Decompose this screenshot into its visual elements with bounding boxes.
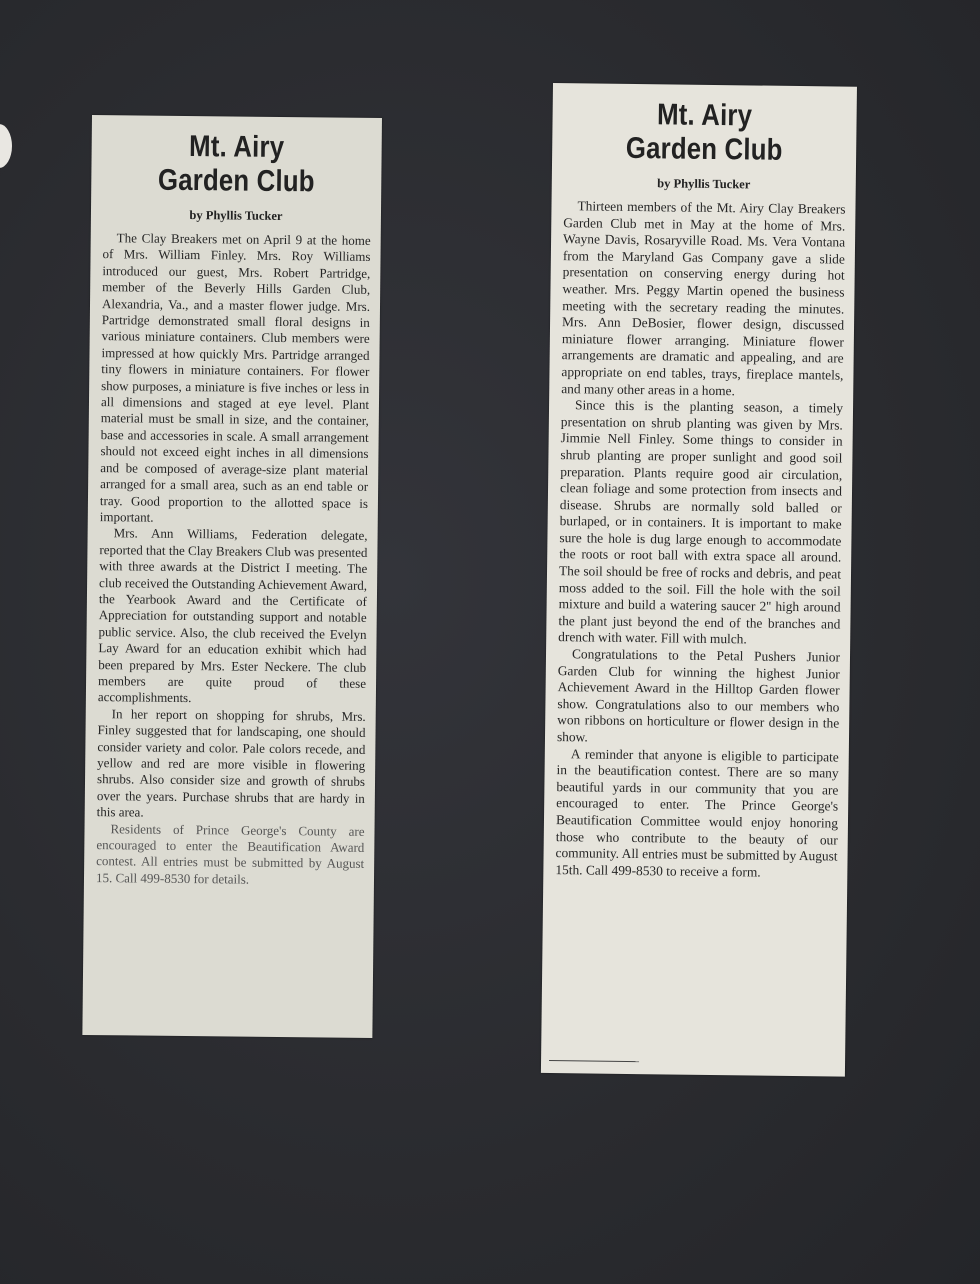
headline-line-2: Garden Club <box>157 163 315 199</box>
paragraph: Since this is the planting season, a timely presentation on shrub planting was given by Mrs. Jimmie Nell Finley. Some things to consider in shrub planting are proper sunlight and good soil preparation. Plants require good air circulation, clean foliage and some protection from insects and disease. Shrubs are normally sold balled or burlaped, or in containers. It is important to make sure the hole is dug large enough to accommodate the roots or root ball with extra space all around. The soil should be free of rocks and debris, and peat moss added to the soil. Fill the hole with the soil mixture and build a watering saucer 2'' high around the plant just beyond the end of the branches and drench with water. Fill with mulch. <box>558 397 844 647</box>
paragraph: A reminder that anyone is eligible to participate in the beautification contest. There are so many beautiful yards in our community that you are encouraged to enter. The Prince George's Beautification Committee would enjoy honoring those who contribute to the beauty of our community. All entries must be submitted by August 15th. Call 499-8530 to receive a form. <box>555 745 839 880</box>
newspaper-clipping-may <box>541 83 857 1077</box>
article-body <box>543 198 855 882</box>
paragraph: Residents of Prince George's County are encouraged to enter the Beautification Award contest. All entries must be submitted by August 15. Call 499-8530 for details. <box>95 820 365 887</box>
underline-mark <box>549 1060 639 1062</box>
paragraph: Thirteen members of the Mt. Airy Clay Breakers Garden Club met in May at the home of Mrs. Wayne Davis, Rosaryville Road. Ms. Vera Vontana from the Maryland Gas Company gave a slide presentation on conserving energy during hot weather. Mrs. Peggy Martin opened the business meeting with the secretary reading the minutes. Mrs. Ann DeBosier, flower design, discussed miniature flower arranging. Miniature flower arrangements are dramatic and appealing, and are appropriate on end tables, trays, fireplace mantels, and many other areas in a home. <box>561 198 846 398</box>
byline: by Phyllis Tucker <box>189 208 283 224</box>
clipping-headline <box>573 83 835 168</box>
newspaper-clipping-april <box>82 115 382 1038</box>
headline-line-1: Mt. Airy <box>656 98 753 133</box>
paragraph: In her report on shopping for shrubs, Mrs. Finley suggested that for landscaping, one should consider variety and color. Pale colors recede, and yellow and red are more visible in flowering shrubs. Also consider size and growth of shrubs over the years. Purchase shrubs that are hardy in this area. <box>96 706 366 820</box>
article-body <box>84 230 381 889</box>
paragraph: Congratulations to the Petal Pushers Junior Garden Club for winning the highest Junior Achievement Award in the Hilltop Garden flower show. Congratulations also to our members who won ribbons on horticulture or flower design in the show. <box>556 646 841 745</box>
clipping-headline <box>111 115 361 200</box>
headline-line-1: Mt. Airy <box>188 130 285 165</box>
paragraph: The Clay Breakers met on April 9 at the home of Mrs. William Finley. Mrs. Roy Williams introduced our guest, Mrs. Robert Partridge, member of the Beverly Hills Garden Club, Alexandria, Va., and a master flower judge. Mrs. Partridge demonstrated small floral designs in various miniature containers. Club members were impressed at how quickly Mrs. Partridge arranged tiny flowers in miniature containers. For flower show purposes, a miniature is five inches or less in all dimensions and staged at eye level. Plant material must be small in size, and the container, base and accessories in scale. A small arrangement should not exceed eight inches in all dimensions and be composed of average-size plant material arranged for a small area, such as an end table or tray. Good proportion to the allotted space is important. <box>99 230 371 525</box>
headline-line-2: Garden Club <box>625 131 783 167</box>
byline: by Phyllis Tucker <box>657 176 751 192</box>
paragraph: Mrs. Ann Williams, Federation delegate, reported that the Clay Breakers Club was presented with three awards at the District I meeting. The club received the Outstanding Achievement Award, the Yearbook Award and the Certificate of Appreciation for outstanding support and notable public service. Also, the club received the Evelyn Lay Award for an education exhibit which had been prepared by Mrs. Ester Neckere. The club members are quite proud of these accomplishments. <box>97 525 368 706</box>
